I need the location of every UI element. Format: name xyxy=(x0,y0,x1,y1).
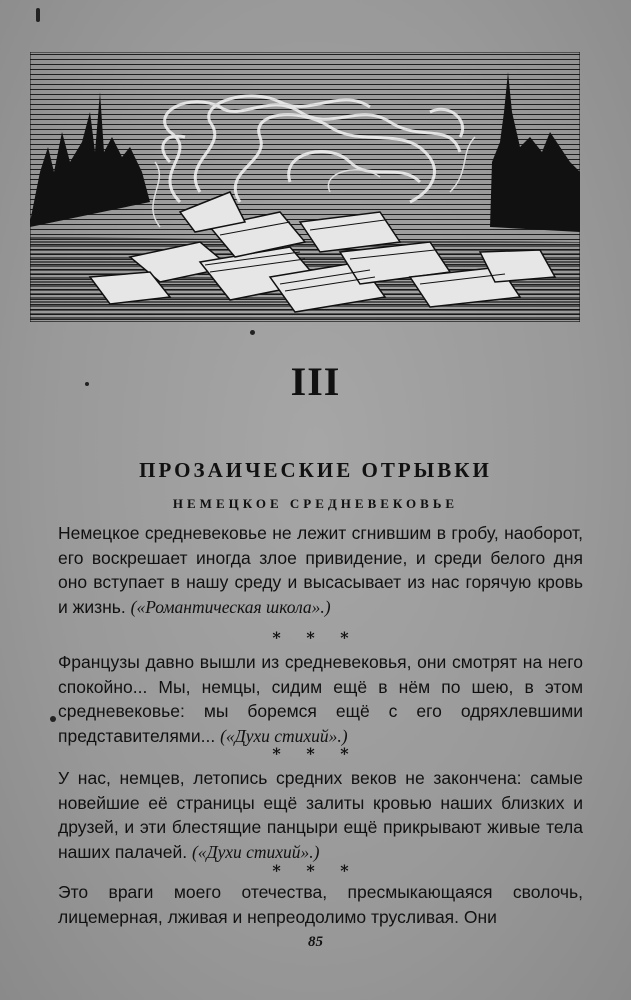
ink-speck xyxy=(85,382,89,386)
passage-2 xyxy=(58,650,583,748)
burning-books-illustration xyxy=(30,52,580,322)
chapter-number: III xyxy=(290,359,341,404)
separator: * * * xyxy=(272,628,359,647)
passage-3 xyxy=(58,766,583,864)
passage-text: Французы давно вышли из средневековья, они смотрят на него спокойно... Мы, немцы, сидим ещё в нём по шею, в этом средневековье: мы боремся ещё с его одряхлевшими представителями... xyxy=(58,652,583,746)
ink-speck xyxy=(250,330,255,335)
passage-text: Немецкое средневековье не лежит сгнившим в гробу, наоборот, его воскрешает иногда злое привидение, и среди белого дня оно вступает в нашу среду и высасывает из нас горячую кровь и жизнь. xyxy=(58,523,583,617)
separator: * * * xyxy=(272,744,359,763)
section-subtitle: НЕМЕЦКОЕ СРЕДНЕВЕКОВЬЕ xyxy=(172,496,459,511)
section-title: ПРОЗАИЧЕСКИЕ ОТРЫВКИ xyxy=(139,458,492,482)
passage-source: («Романтическая школа».) xyxy=(130,596,331,617)
passage-text: У нас, немцев, летопись средних веков не закончена: самые новейшие её страницы ещё залиты кровью наших близких и друзей, и эти блестящие панцыри ещё прикрывают живые тела наших палачей. xyxy=(58,768,583,862)
passage-source: («Духи стихий».) xyxy=(191,841,320,862)
passage-4 xyxy=(58,880,583,929)
ink-speck xyxy=(36,8,40,22)
passage-source: («Духи стихий».) xyxy=(220,725,348,746)
passage-text: Это враги моего отечества, пресмыкающаяся сволочь, лицемерная, лживая и непреодолимо трусливая. Они xyxy=(58,882,583,927)
ink-speck xyxy=(50,716,56,722)
separator: * * * xyxy=(272,861,359,880)
passage-1 xyxy=(58,521,583,619)
page-number: 85 xyxy=(308,934,323,950)
